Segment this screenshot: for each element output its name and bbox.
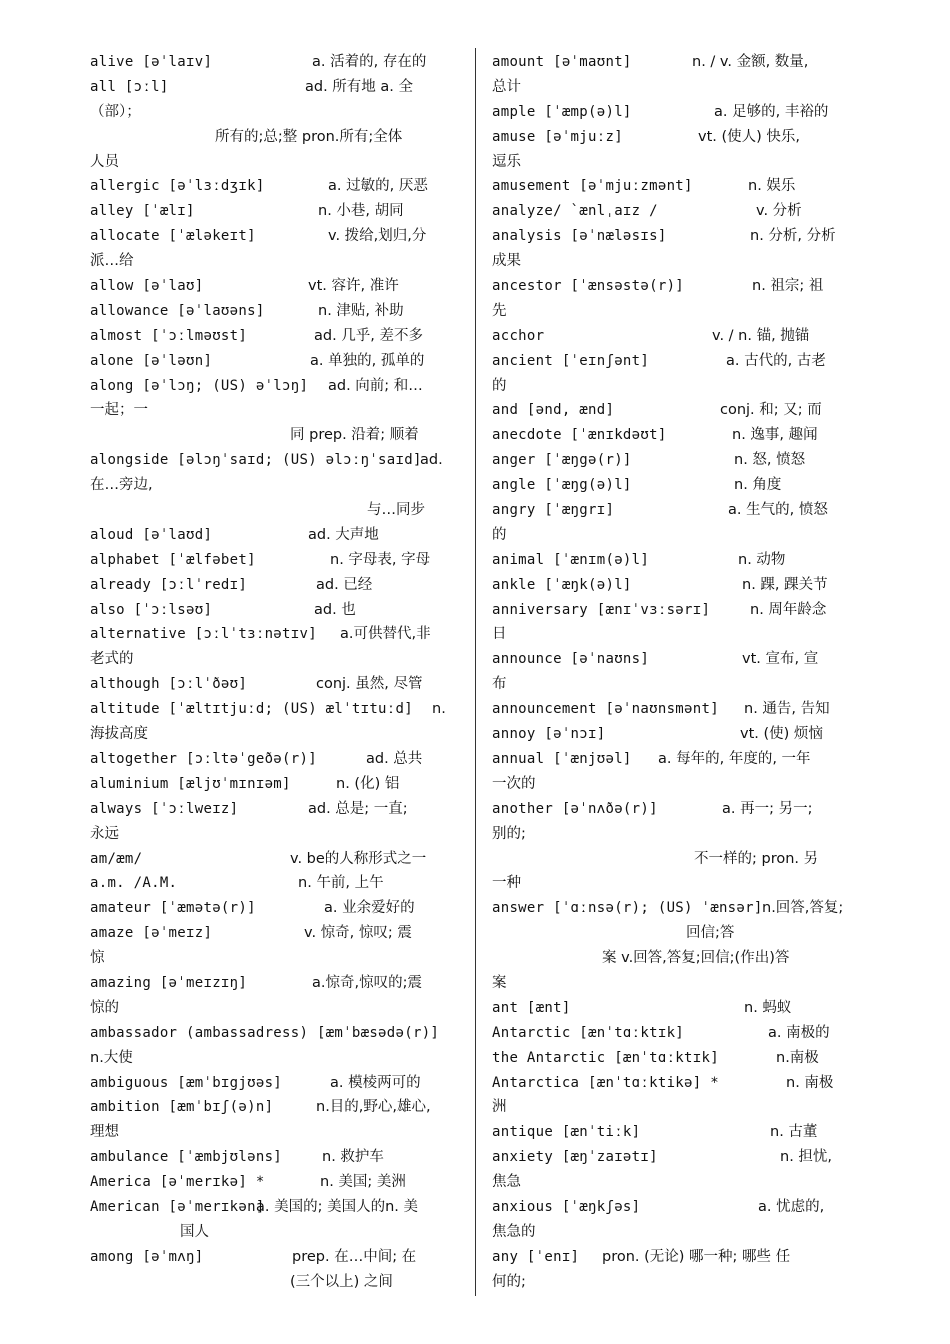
headword-pronunciation: alternative [ɔːlˈtɜːnətɪv] <box>90 626 317 643</box>
definition: a. 单独的, 孤单的 <box>310 352 425 369</box>
continuation-line <box>90 1220 462 1245</box>
entry-line <box>492 647 864 672</box>
definition-continuation: 总计 <box>492 78 521 95</box>
headword-pronunciation: amusement [əˈmjuːzmənt] <box>492 178 693 195</box>
entry-line <box>492 797 864 822</box>
headword-pronunciation: America [əˈmerɪkə] * <box>90 1174 265 1191</box>
entry-line <box>90 1245 462 1270</box>
headword-pronunciation: angle [ˈæŋg(ə)l] <box>492 477 632 494</box>
headword-pronunciation: acchor <box>492 327 545 344</box>
continuation-line <box>492 847 864 872</box>
definition: a. 美国的; 美国人的n. 美 <box>256 1198 419 1215</box>
definition: ad. 总共 <box>366 750 423 767</box>
definition: n. 踝, 踝关节 <box>742 576 828 593</box>
definition: n. 娱乐 <box>748 178 796 195</box>
definition: ad. 大声地 <box>308 526 379 543</box>
headword-pronunciation: anger [ˈæŋgə(r)] <box>492 452 632 469</box>
definition: n. 救护车 <box>322 1149 384 1166</box>
entry-line <box>90 672 462 697</box>
entry-line <box>90 847 462 872</box>
definition: a.惊奇,惊叹的;震 <box>312 974 422 991</box>
definition-continuation: 所有的;总;整 pron.所有;全体 <box>215 128 403 145</box>
headword-pronunciation: angry [ˈæŋgrɪ] <box>492 502 615 519</box>
continuation-line <box>90 722 462 747</box>
definition-continuation: 一次的 <box>492 775 536 792</box>
definition: n. 小巷, 胡同 <box>318 203 404 220</box>
headword-pronunciation: anxious [ˈæŋkʃəs] <box>492 1198 641 1215</box>
headword-pronunciation: amateur [ˈæmətə(r)] <box>90 900 256 917</box>
headword-pronunciation: allergic [əˈlɜːdʒɪk] <box>90 178 265 195</box>
definition: n.目的,野心,雄心, <box>316 1099 431 1116</box>
definition-continuation: 与…同步 <box>367 502 425 519</box>
entry-line <box>492 722 864 747</box>
definition: n. 角度 <box>734 477 782 494</box>
definition: vt. (使人) 快乐, <box>698 128 801 145</box>
definition-continuation: 焦急 <box>492 1174 521 1191</box>
entry-line <box>492 1145 864 1170</box>
definition: conj. 虽然, 尽管 <box>316 676 423 693</box>
headword-pronunciation: annual [ˈænjʊəl] <box>492 750 632 767</box>
continuation-line <box>90 647 462 672</box>
headword-pronunciation: ankle [ˈæŋk(ə)l] <box>492 576 632 593</box>
definition: n. <box>432 701 446 718</box>
continuation-line <box>90 150 462 175</box>
entry-line <box>90 523 462 548</box>
entry-line <box>492 398 864 423</box>
headword-pronunciation: announcement [əˈnaʊnsmənt] <box>492 701 719 718</box>
right-column <box>492 50 864 1295</box>
continuation-line <box>90 1120 462 1145</box>
definition: vt. 宣布, 宣 <box>742 651 819 668</box>
entry-line <box>90 75 462 100</box>
entry-line <box>492 1021 864 1046</box>
entry-line <box>492 996 864 1021</box>
entry-line <box>90 1195 462 1220</box>
continuation-line <box>492 523 864 548</box>
entry-line <box>90 598 462 623</box>
headword-pronunciation: analyze/ `ænlˌaɪz / <box>492 203 658 220</box>
headword-pronunciation: ambition [æmˈbɪʃ(ə)n] <box>90 1099 274 1116</box>
headword-pronunciation: any [ˈenɪ] <box>492 1248 580 1265</box>
entry-line <box>492 423 864 448</box>
headword-pronunciation: amazing [əˈmeɪzɪŋ] <box>90 974 248 991</box>
definition: a. 活着的, 存在的 <box>312 54 427 70</box>
entry-line <box>492 274 864 299</box>
headword-pronunciation: am/æm/ <box>90 850 143 867</box>
definition-continuation: 国人 <box>180 1223 209 1240</box>
headword-pronunciation: allocate [ˈæləkeɪt] <box>90 228 256 245</box>
entry-line <box>492 548 864 573</box>
definition: ad. 几乎, 差不多 <box>314 327 424 344</box>
entry-line <box>90 971 462 996</box>
headword-pronunciation: amaze [əˈmeɪz] <box>90 925 213 942</box>
headword-pronunciation: Antarctica [ænˈtɑːktikə] * <box>492 1074 719 1091</box>
definition-continuation: 日 <box>492 626 507 643</box>
headword-pronunciation: ancient [ˈeɪnʃənt] <box>492 352 650 369</box>
definition: n. 分析, 分析 <box>750 228 836 245</box>
definition-continuation: 永远 <box>90 825 119 842</box>
headword-pronunciation: alive [əˈlaɪv] <box>90 54 213 70</box>
entry-line <box>90 1071 462 1096</box>
definition-continuation: 回信;答 <box>686 925 735 942</box>
continuation-line <box>492 1170 864 1195</box>
definition: n. 古董 <box>770 1124 818 1141</box>
definition: a. 生气的, 愤怒 <box>728 502 828 519</box>
continuation-line <box>90 100 462 125</box>
definition: ad. <box>420 452 443 469</box>
definition: n. 蚂蚁 <box>744 999 792 1016</box>
continuation-line <box>90 125 462 150</box>
entry-line <box>492 224 864 249</box>
entry-line <box>492 473 864 498</box>
headword-pronunciation: answer [ˈɑːnsə(r); (US) ˈænsər] <box>492 900 763 917</box>
continuation-line <box>492 921 864 946</box>
definition-continuation: 的 <box>492 526 507 543</box>
definition: a. 古代的, 古老 <box>726 352 826 369</box>
definition: a. 南极的 <box>768 1024 830 1041</box>
definition: a. 再一; 另一; <box>722 800 813 817</box>
entry-line <box>492 498 864 523</box>
headword-pronunciation: all [ɔːl] <box>90 78 169 95</box>
entry-line <box>492 125 864 150</box>
entry-line <box>492 747 864 772</box>
definition-continuation: 惊的 <box>90 999 119 1016</box>
definition: n. 祖宗; 祖 <box>752 278 824 295</box>
headword-pronunciation: antique [ænˈtiːk] <box>492 1124 641 1141</box>
headword-pronunciation: American [əˈmerɪkən] <box>90 1198 265 1215</box>
continuation-line <box>492 772 864 797</box>
headword-pronunciation: alphabet [ˈælfəbet] <box>90 551 256 568</box>
entry-line <box>90 349 462 374</box>
definition: a. 每年的, 年度的, 一年 <box>658 750 811 767</box>
headword-pronunciation: animal [ˈænɪm(ə)l] <box>492 551 650 568</box>
headword-pronunciation: among [əˈmʌŋ] <box>90 1248 204 1265</box>
continuation-line <box>90 249 462 274</box>
definition: n.南极 <box>776 1049 819 1066</box>
entry-line <box>492 349 864 374</box>
entry-line <box>90 50 462 75</box>
definition-continuation: (三个以上) 之间 <box>290 1273 393 1290</box>
entry-line <box>492 174 864 199</box>
definition-continuation: 一起；一 <box>90 402 148 419</box>
headword-pronunciation: amount [əˈmaʊnt] <box>492 54 632 70</box>
definition: ad. 所有地 a. 全 <box>305 78 414 95</box>
entry-line <box>90 622 462 647</box>
headword-pronunciation: amuse [əˈmjuːz] <box>492 128 623 145</box>
headword-pronunciation: Antarctic [ænˈtɑːktɪk] <box>492 1024 685 1041</box>
entry-line <box>90 1021 462 1046</box>
continuation-line <box>492 249 864 274</box>
definition-continuation: 逗乐 <box>492 153 521 170</box>
entry-line <box>90 224 462 249</box>
entry-line <box>90 573 462 598</box>
entry-line <box>90 548 462 573</box>
entry-line <box>492 448 864 473</box>
headword-pronunciation: alley [ˈælɪ] <box>90 203 195 220</box>
definition: vt. 容许, 准许 <box>308 278 399 295</box>
continuation-line <box>492 622 864 647</box>
entry-line <box>90 274 462 299</box>
entry-line <box>90 324 462 349</box>
entry-line <box>492 1046 864 1071</box>
definition-continuation: 一种 <box>492 875 521 892</box>
definition: v. / n. 锚, 抛锚 <box>712 327 810 344</box>
entry-line <box>90 697 462 722</box>
continuation-line <box>90 1046 462 1071</box>
headword-pronunciation: allow [əˈlaʊ] <box>90 278 204 295</box>
definition: n. 逸事, 趣闻 <box>732 427 818 444</box>
continuation-line <box>492 75 864 100</box>
continuation-line <box>90 1270 462 1295</box>
continuation-line <box>492 946 864 971</box>
headword-pronunciation: ambulance [ˈæmbjʊləns] <box>90 1149 283 1166</box>
definition-continuation: 理想 <box>90 1124 119 1141</box>
headword-pronunciation: analysis [əˈnæləsɪs] <box>492 228 667 245</box>
definition: v. be的人称形式之一 <box>290 850 427 867</box>
headword-pronunciation: anxiety [æŋˈzaɪətɪ] <box>492 1149 658 1166</box>
definition-continuation: n.大使 <box>90 1049 133 1066</box>
definition-continuation: 惊 <box>90 950 105 967</box>
definition-continuation: 派…给 <box>90 253 134 270</box>
definition: ad. 已经 <box>316 576 373 593</box>
definition: ad. 也 <box>314 601 356 618</box>
entry-line <box>492 1120 864 1145</box>
headword-pronunciation: altogether [ɔːltəˈgeðə(r)] <box>90 750 317 767</box>
continuation-line <box>492 299 864 324</box>
entry-line <box>90 199 462 224</box>
entry-line <box>90 921 462 946</box>
definition: n. 字母表, 字母 <box>330 551 431 568</box>
definition-continuation: 先 <box>492 302 507 319</box>
definition: a. 足够的, 丰裕的 <box>714 103 829 120</box>
definition-continuation: 老式的 <box>90 651 134 668</box>
headword-pronunciation: also [ˈɔːlsəʊ] <box>90 601 213 618</box>
entry-line <box>90 1170 462 1195</box>
continuation-line <box>492 150 864 175</box>
headword-pronunciation: anecdote [ˈænɪkdəʊt] <box>492 427 667 444</box>
entry-line <box>492 50 864 75</box>
continuation-line <box>492 672 864 697</box>
continuation-line <box>492 871 864 896</box>
headword-pronunciation: altitude [ˈæltɪtjuːd; (US) ælˈtɪtuːd] <box>90 701 413 718</box>
definition: ad. 向前; 和… <box>328 377 423 394</box>
definition: n. 美国; 美洲 <box>320 1174 406 1191</box>
definition-continuation: （部）； <box>90 103 141 120</box>
headword-pronunciation: ambassador (ambassadress) [æmˈbæsədə(r)] <box>90 1024 440 1041</box>
definition-continuation: 不一样的; pron. 另 <box>694 850 819 867</box>
definition: n. 怒, 愤怒 <box>734 452 806 469</box>
definition-continuation: 案 v.回答,答复;回信;(作出)答 <box>602 950 790 967</box>
definition-continuation: 海拔高度 <box>90 726 148 743</box>
definition: conj. 和; 又; 而 <box>720 402 822 419</box>
continuation-line <box>492 1270 864 1295</box>
headword-pronunciation: ancestor [ˈænsəstə(r)] <box>492 278 685 295</box>
definition: prep. 在…中间; 在 <box>292 1248 417 1265</box>
headword-pronunciation: anniversary [ænɪˈvɜːsərɪ] <box>492 601 711 618</box>
entry-line <box>90 1145 462 1170</box>
entry-line <box>492 199 864 224</box>
headword-pronunciation: and [ənd, ænd] <box>492 402 615 419</box>
headword-pronunciation: annoy [əˈnɔɪ] <box>492 726 606 743</box>
headword-pronunciation: although [ɔːlˈðəʊ] <box>90 676 248 693</box>
definition: n.回答,答复; <box>762 900 844 917</box>
continuation-line <box>90 423 462 448</box>
definition: a. 过敏的, 厌恶 <box>328 178 428 195</box>
entry-line <box>492 896 864 921</box>
headword-pronunciation: aluminium [æljʊˈmɪnɪəm] <box>90 775 291 792</box>
column-divider <box>475 48 476 1296</box>
definition: v. 拨给,划归,分 <box>328 228 427 245</box>
entry-line <box>90 374 462 399</box>
entry-line <box>492 573 864 598</box>
continuation-line <box>90 398 462 423</box>
continuation-line <box>90 822 462 847</box>
headword-pronunciation: ambiguous [æmˈbɪgjʊəs] <box>90 1074 283 1091</box>
definition: n. 动物 <box>738 551 786 568</box>
headword-pronunciation: always [ˈɔːlweɪz] <box>90 800 239 817</box>
continuation-line <box>492 822 864 847</box>
continuation-line <box>90 996 462 1021</box>
definition: n. / v. 金额, 数量, <box>692 54 809 70</box>
continuation-line <box>492 374 864 399</box>
headword-pronunciation: alone [əˈləʊn] <box>90 352 213 369</box>
entry-line <box>492 100 864 125</box>
entry-line <box>90 797 462 822</box>
continuation-line <box>492 1220 864 1245</box>
definition: v. 惊奇, 惊叹; 震 <box>304 925 412 942</box>
entry-line <box>90 299 462 324</box>
entry-line <box>90 174 462 199</box>
definition: n. 南极 <box>786 1074 834 1091</box>
definition: a. 模棱两可的 <box>330 1074 421 1091</box>
definition: v. 分析 <box>756 203 802 220</box>
definition: n. 担忧, <box>780 1149 833 1166</box>
entry-line <box>492 324 864 349</box>
definition: vt. (使) 烦恼 <box>740 726 823 743</box>
definition: n. 通告, 告知 <box>744 701 830 718</box>
entry-line <box>492 1245 864 1270</box>
definition-continuation: 布 <box>492 676 507 693</box>
definition: n. 津贴, 补助 <box>318 302 404 319</box>
definition-continuation: 同 prep. 沿着; 顺着 <box>290 427 419 444</box>
headword-pronunciation: alongside [əlɔŋˈsaɪd; (US) əlɔːŋˈsaɪd] <box>90 452 422 469</box>
headword-pronunciation: along [əˈlɔŋ; (US) əˈlɔŋ] <box>90 377 309 394</box>
headword-pronunciation: aloud [əˈlaʊd] <box>90 526 213 543</box>
continuation-line <box>90 946 462 971</box>
headword-pronunciation: the Antarctic [ænˈtɑːktɪk] <box>492 1049 719 1066</box>
headword-pronunciation: already [ɔːlˈredɪ] <box>90 576 248 593</box>
continuation-line <box>90 498 462 523</box>
headword-pronunciation: allowance [əˈlaʊəns] <box>90 302 265 319</box>
definition: a. 业余爱好的 <box>324 900 415 917</box>
entry-line <box>492 1071 864 1096</box>
definition-continuation: 成果 <box>492 253 521 270</box>
continuation-line <box>492 971 864 996</box>
entry-line <box>492 1195 864 1220</box>
definition: n. 午前, 上午 <box>298 875 384 892</box>
entry-line <box>90 747 462 772</box>
headword-pronunciation: ample [ˈæmp(ə)l] <box>492 103 632 120</box>
definition-continuation: 的 <box>492 377 507 394</box>
left-column <box>90 50 462 1295</box>
definition: pron. (无论) 哪一种; 哪些 任 <box>602 1248 791 1265</box>
entry-line <box>90 772 462 797</box>
definition-continuation: 人员 <box>90 153 119 170</box>
definition-continuation: 别的; <box>492 825 526 842</box>
entry-line <box>492 598 864 623</box>
definition-continuation: 何的; <box>492 1273 526 1290</box>
headword-pronunciation: another [əˈnʌðə(r)] <box>492 800 658 817</box>
definition-continuation: 在…旁边, <box>90 477 153 494</box>
headword-pronunciation: a.m. /A.M. <box>90 875 178 892</box>
headword-pronunciation: ant [ænt] <box>492 999 571 1016</box>
definition-continuation: 洲 <box>492 1099 507 1116</box>
entry-line <box>492 697 864 722</box>
definition: ad. 总是; 一直; <box>308 800 408 817</box>
definition: n. 周年龄念 <box>750 601 827 618</box>
entry-line <box>90 871 462 896</box>
headword-pronunciation: almost [ˈɔːlməʊst] <box>90 327 248 344</box>
continuation-line <box>492 1095 864 1120</box>
headword-pronunciation: announce [əˈnaʊns] <box>492 651 650 668</box>
definition: a.可供替代,非 <box>340 626 431 643</box>
definition: a. 忧虑的, <box>758 1198 825 1215</box>
entry-line <box>90 896 462 921</box>
entry-line <box>90 1095 462 1120</box>
continuation-line <box>90 473 462 498</box>
definition-continuation: 焦急的 <box>492 1223 536 1240</box>
definition-continuation: 案 <box>492 974 507 991</box>
entry-line <box>90 448 462 473</box>
definition: n. (化) 铝 <box>336 775 400 792</box>
